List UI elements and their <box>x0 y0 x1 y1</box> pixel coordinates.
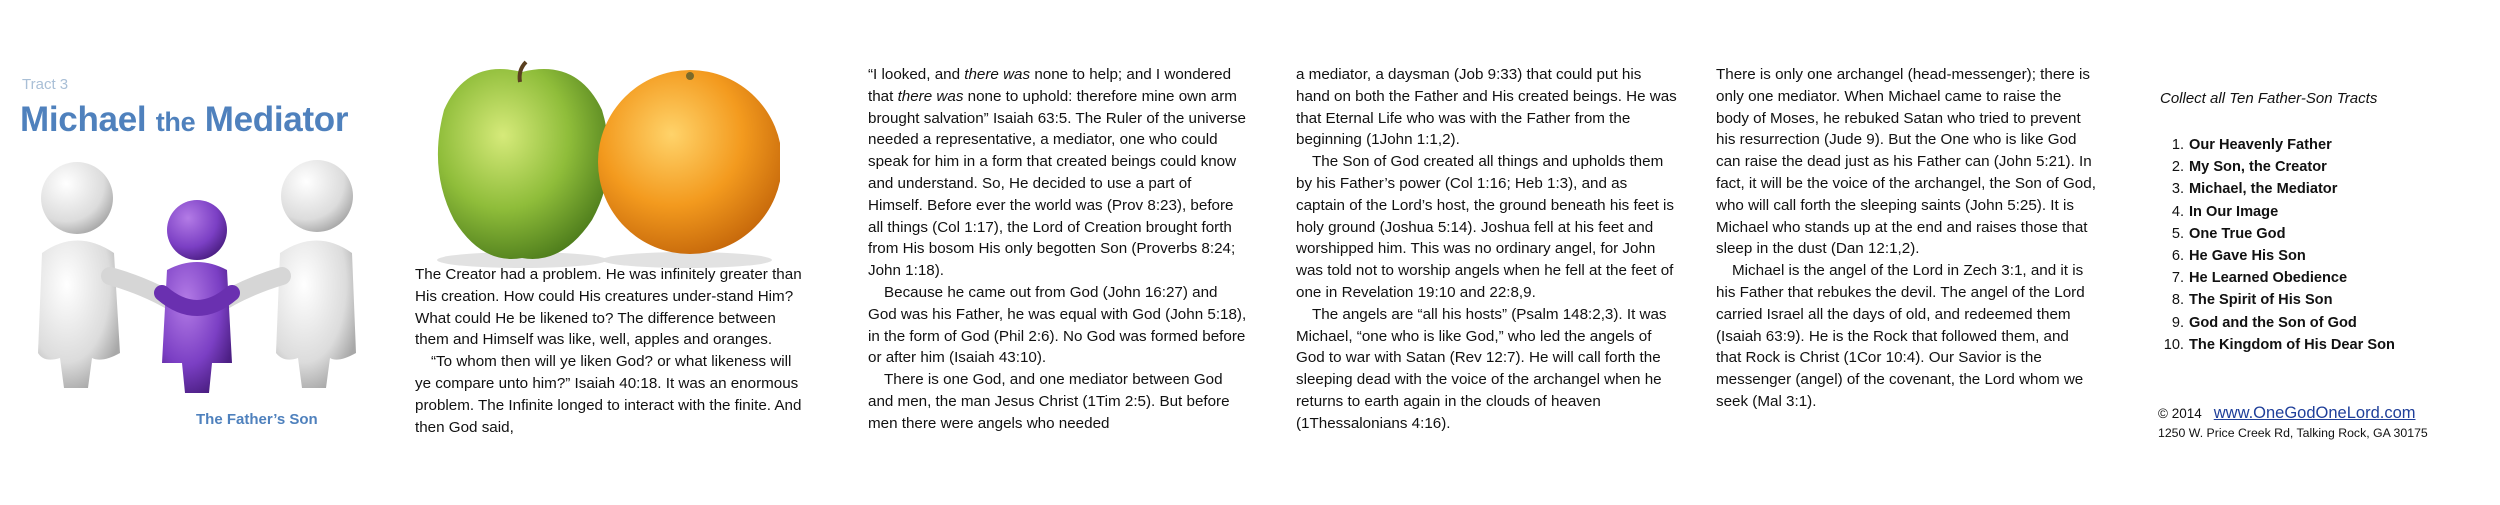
tract-title: The Kingdom of His Dear Son <box>2189 336 2395 353</box>
green-apple <box>438 62 609 259</box>
copyright: © 2014 <box>2158 406 2202 421</box>
title-word-michael: Michael <box>20 100 147 139</box>
quote-emphasis: there was <box>964 66 1031 83</box>
tract-list-item <box>2160 134 2395 156</box>
tract-number-label: 6. <box>2171 248 2184 265</box>
paragraph: “To whom then will ye liken God? or what likeness will ye compare unto him?” Isaiah 40:18. It was an enormous problem. The Infinite longed to interact with the finite. And then God said, <box>415 353 802 436</box>
right-white-figure <box>212 160 356 388</box>
orange <box>598 70 780 254</box>
paragraph: There is only one archangel (head-messenger); there is only one mediator. When Michael came to raise the body of Moses, he rebuked Satan who tried to prevent his resurrection (Jude 9). But the One who is like God can raise the dead just as his Father can (John 5:21). In fact, it will be the voice of the archangel, the Son of God, who will call forth the sleeping saints (John 5:25). It is Michael who stands up at the end and raises those that sleep in the dust (Dan 12:1,2). <box>1716 66 2096 258</box>
tract-list-item <box>2160 178 2395 200</box>
paragraph: a mediator, a daysman (Job 9:33) that could put his hand on both the Father and His created beings. He was that Eternal Life who was with the Father from the beginning (1John 1:1,2). <box>1296 66 1677 149</box>
tract-number-label: 7. <box>2171 270 2184 287</box>
tract-list-item <box>2160 223 2395 245</box>
text-column-3 <box>1296 64 1678 435</box>
tract-number-label: 1. <box>2171 137 2184 153</box>
tract-title: God and the Son of God <box>2189 314 2357 331</box>
tract-number: Tract 3 <box>22 76 69 93</box>
tract-number-label: 9. <box>2171 314 2184 331</box>
apple-and-orange-image <box>432 60 780 268</box>
tract-number-label: 8. <box>2171 292 2184 309</box>
paragraph: The Son of God created all things and upholds them by his Father’s power (Col 1:16; Heb 1:3), and as captain of the Lord’s host, the ground beneath his feet is holy ground (Joshua 5:14). Joshua fell at his feet and worshipped him. This was no ordinary angel, for John was told not to worship angels when he fell at the feet of one in Revelation 19:10 and 22:8,9. <box>1296 153 1674 301</box>
tract-list-item <box>2160 267 2395 289</box>
tract-number-label: 3. <box>2171 181 2184 198</box>
left-white-figure <box>38 162 182 388</box>
tract-title: He Learned Obedience <box>2189 270 2348 287</box>
tract-list <box>2160 134 2395 356</box>
quote-emphasis: there was <box>897 87 964 105</box>
paragraph: Because he came out from God (John 16:27) and God was his Father, he was equal with God (John 5:18), in the form of God (Phil 2:6). No God was formed before or after him (Isaiah 43:10). <box>868 283 1247 367</box>
tract-number-label: 4. <box>2171 203 2184 220</box>
tract-number-label: 5. <box>2171 225 2184 242</box>
collect-heading: Collect all Ten Father-Son Tracts <box>2160 90 2378 107</box>
purple-mediator-figure <box>162 200 232 393</box>
quote-text: “I looked, and <box>868 66 965 83</box>
page-title <box>20 100 348 140</box>
tract-list-item <box>2160 334 2395 356</box>
tract-list-item <box>2160 201 2395 223</box>
fathers-son-caption: The Father’s Son <box>196 411 318 428</box>
copyright-line <box>2158 404 2416 423</box>
tract-title: He Gave His Son <box>2189 248 2306 265</box>
paragraph: There is one God, and one mediator between God and men, the man Jesus Christ (1Tim 2:5). But before men there were angels who needed <box>868 371 1230 432</box>
website-link[interactable]: www.OneGodOneLord.com <box>2213 404 2416 422</box>
quote-text: none to help; and I wondered that <box>868 66 1232 105</box>
address: 1250 W. Price Creek Rd, Talking Rock, GA 30175 <box>2158 426 2428 440</box>
tract-list-item <box>2160 156 2395 178</box>
tract-list-item <box>2160 245 2395 267</box>
tract-list-item <box>2160 312 2395 334</box>
paragraph: The angels are “all his hosts” (Psalm 148:2,3). It was Michael, “one who is like God,” who led the angels of God to war with Satan (Rev 12:7). He will call forth the sleeping dead with the voice of the archangel when he returns to earth again in the clouds of heaven (1Thessalonians 4:16). <box>1296 305 1667 432</box>
tract-title: In Our Image <box>2189 203 2279 220</box>
tract-number-label: 10. <box>2163 336 2184 353</box>
text-column-4 <box>1716 64 2098 413</box>
quote-text: none to uphold: therefore mine own arm brought salvation” Isaiah 63:5. The Ruler of the universe needed a representative, a mediator, one who could speak for him in a form that created beings could know and understand. So, He decided to use a part of Himself. Before ever the world was (Prov 8:23), before all things (Col 1:17), the Lord of Creation brought forth from His bosom His only begotten Son (Proverbs 8:24; John 1:18). <box>868 87 1246 280</box>
title-word-mediator: Mediator <box>204 100 349 139</box>
title-word-the: the <box>155 107 196 137</box>
tract-list-item <box>2160 289 2395 311</box>
tract-title: The Spirit of His Son <box>2189 292 2333 309</box>
paragraph: The Creator had a problem. He was infinitely greater than His creation. How could His creatures under-stand Him? What could He be likened to? The difference between them and Himself was like, well, apples and oranges. <box>415 266 802 349</box>
tract-title: Michael, the Mediator <box>2189 181 2338 198</box>
paragraph: Michael is the angel of the Lord in Zech 3:1, and it is his Father that rebukes the devil. The angel of the Lord carried Israel all the days of old, and redeemed them (Isaiah 63:9). He is the Rock that followed them, and that Rock is Christ (1Cor 10:4). Our Savior is the messenger (angel) of the covenant, the Lord whom we seek (Mal 3:1). <box>1716 262 2085 410</box>
text-column-2 <box>868 64 1248 435</box>
paragraph <box>868 64 1248 282</box>
text-column-1 <box>415 264 810 438</box>
tract-title: Our Heavenly Father <box>2189 137 2332 153</box>
mediator-figures-image <box>22 158 362 398</box>
tract-number-label: 2. <box>2171 159 2184 176</box>
tract-title: One True God <box>2189 225 2286 242</box>
tract-title: My Son, the Creator <box>2189 159 2327 176</box>
